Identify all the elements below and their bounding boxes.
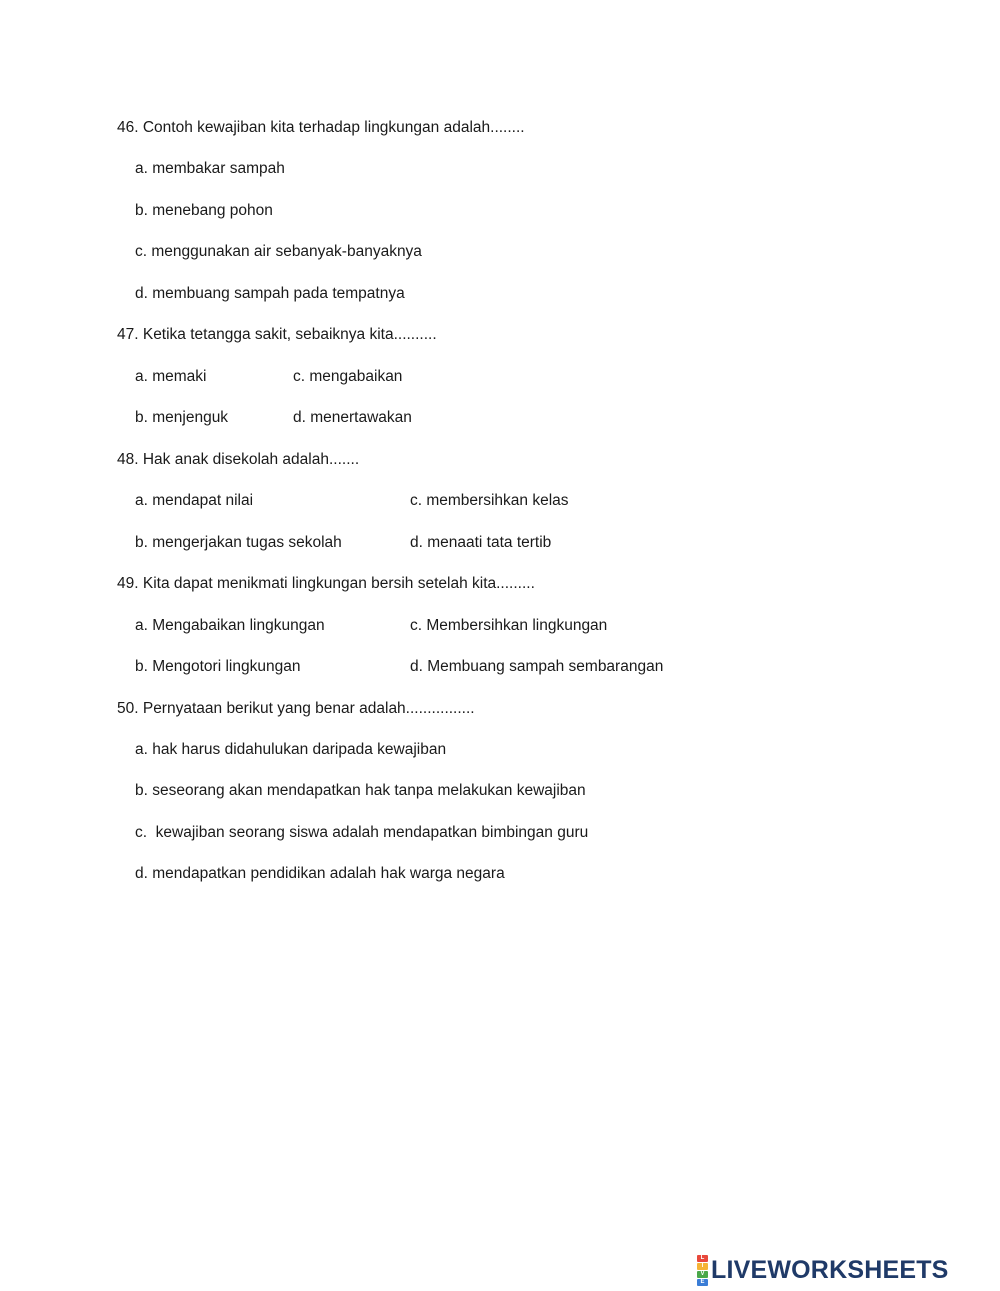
option-48a: a. mendapat nilai — [135, 492, 254, 509]
logo-block-e: E — [697, 1279, 708, 1286]
question-46: 46. Contoh kewajiban kita terhadap lingkungan adalah........ — [117, 119, 525, 136]
liveworksheets-logo — [697, 1255, 949, 1285]
option-47d: d. menertawakan — [293, 409, 412, 426]
option-47a: a. memaki — [135, 368, 207, 385]
logo-block-l: L — [697, 1255, 708, 1262]
question-48: 48. Hak anak disekolah adalah....... — [117, 451, 360, 468]
option-50b: b. seseorang akan mendapatkan hak tanpa melakukan kewajiban — [135, 782, 586, 799]
option-50d: d. mendapatkan pendidikan adalah hak warga negara — [135, 865, 505, 882]
option-46d: d. membuang sampah pada tempatnya — [135, 285, 405, 302]
logo-block-v: V — [697, 1271, 708, 1278]
question-47: 47. Ketika tetangga sakit, sebaiknya kita.......... — [117, 326, 437, 343]
logo-block-i: I — [697, 1263, 708, 1270]
option-49a: a. Mengabaikan lingkungan — [135, 617, 325, 634]
option-48c: c. membersihkan kelas — [410, 492, 569, 509]
option-46c: c. menggunakan air sebanyak-banyaknya — [135, 243, 422, 260]
logo-blocks-icon — [697, 1255, 708, 1286]
option-49d: d. Membuang sampah sembarangan — [410, 658, 664, 675]
option-50a: a. hak harus didahulukan daripada kewajiban — [135, 741, 447, 758]
option-50c: c. kewajiban seorang siswa adalah mendapatkan bimbingan guru — [135, 824, 589, 841]
question-50: 50. Pernyataan berikut yang benar adalah................ — [117, 700, 475, 717]
option-48d: d. menaati tata tertib — [410, 534, 552, 551]
logo-text: LIVEWORKSHEETS — [711, 1256, 949, 1284]
option-48b: b. mengerjakan tugas sekolah — [135, 534, 342, 551]
option-49b: b. Mengotori lingkungan — [135, 658, 301, 675]
question-49: 49. Kita dapat menikmati lingkungan bersih setelah kita......... — [117, 575, 535, 592]
option-47b: b. menjenguk — [135, 409, 229, 426]
option-49c: c. Membersihkan lingkungan — [410, 617, 608, 634]
option-46b: b. menebang pohon — [135, 202, 273, 219]
option-46a: a. membakar sampah — [135, 160, 285, 177]
option-47c: c. mengabaikan — [293, 368, 403, 385]
